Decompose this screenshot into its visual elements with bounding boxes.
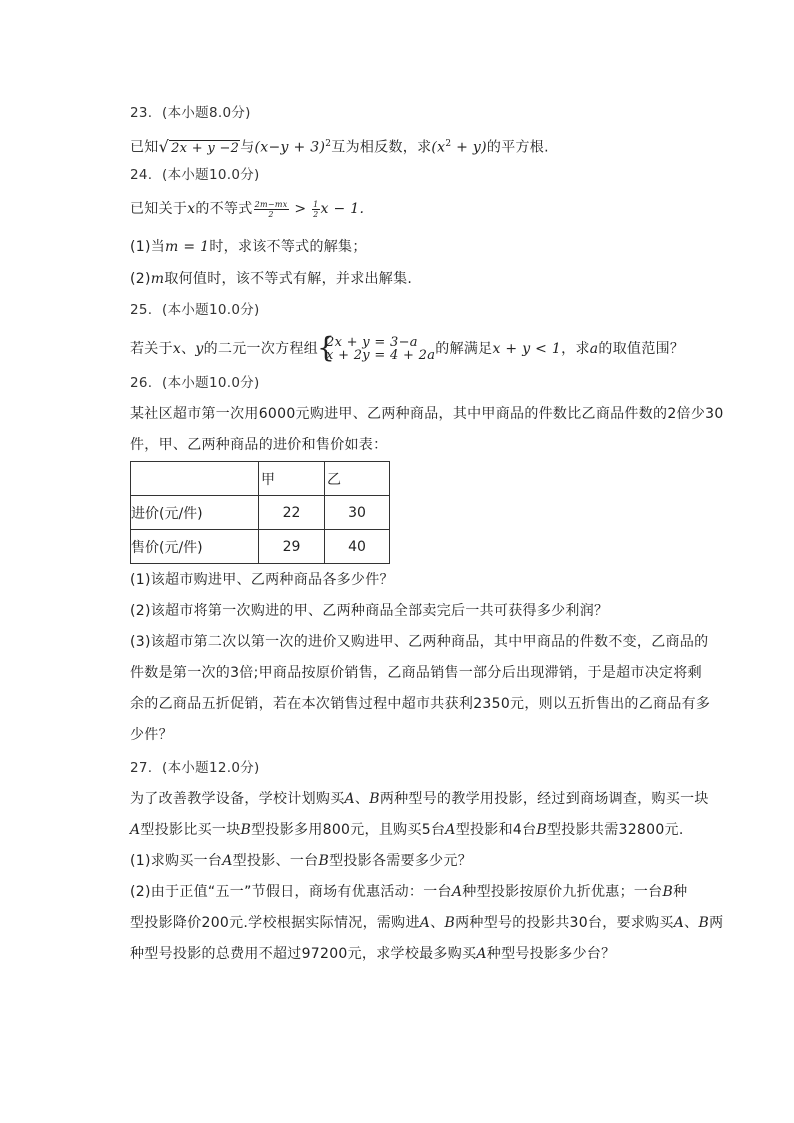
table-header-cell: 甲 (259, 462, 325, 496)
math-variable: A (130, 822, 141, 838)
text-segment: 的不等式 (195, 201, 253, 217)
question-27-text-line-2 (130, 820, 684, 840)
text-segment: 型投影降价200元.学校根据实际情况，需购进 (130, 915, 420, 931)
question-points: (本小题8.0分) (162, 105, 251, 121)
question-26-part-2: (2)该超市将第一次购进的甲、乙两种商品全部卖完后一共可获得多少利润？ (130, 603, 609, 619)
question-points: (本小题10.0分) (162, 302, 260, 318)
table-header-cell (131, 462, 259, 496)
math-variable: A (222, 853, 233, 869)
text-segment: 的取值范围？ (598, 341, 685, 357)
text-segment: 的解满足 (435, 341, 493, 357)
question-27-header (130, 758, 260, 778)
text-segment: 、 (354, 791, 370, 807)
table-header-row (131, 462, 390, 496)
math-expression: + y) (451, 139, 487, 156)
question-number: 26. (130, 375, 153, 391)
question-24-part-1 (130, 237, 367, 257)
question-26-part-3-line-3: 余的乙商品五折促销，若在本次销售过程中超市共获利2350元，则以五折售出的乙商品有多 (130, 696, 711, 712)
math-expression: m = 1 (165, 239, 210, 255)
text-segment: 时，求该不等式的解集； (209, 239, 367, 255)
table-cell: 22 (259, 496, 325, 530)
numerator: 1 (313, 199, 319, 209)
question-26-intro-line-1: 某社区超市第一次用6000元购进甲、乙两种商品，其中甲商品的件数比乙商品件数的2倍少30 (130, 406, 724, 422)
price-table (130, 461, 390, 564)
table-header-cell: 乙 (325, 462, 390, 496)
question-number: 27. (130, 760, 153, 776)
question-25-header (130, 300, 260, 320)
question-27-part-2-line-2 (130, 913, 723, 933)
text-segment: 已知关于 (130, 201, 188, 217)
denominator: 2 (268, 209, 274, 219)
row-label: 进价(元/件) (131, 496, 259, 530)
text-segment: 两种型号的教学用投影，经过到商场调查，购买一块 (379, 791, 709, 807)
math-variable: x (187, 201, 196, 217)
math-variable: A (451, 884, 463, 900)
question-23-header (130, 103, 251, 123)
question-23-text (130, 134, 549, 159)
text-segment: (1)求购买一台 (130, 853, 223, 869)
text-segment: 为了改善教学设备，学校计划购买 (130, 791, 345, 807)
text-segment: 互为相反数，求 (331, 139, 432, 156)
math-variable: x (172, 341, 182, 357)
text-segment: 、 (181, 341, 196, 357)
question-24-part-2 (130, 269, 412, 289)
question-27-part-2-line-1 (130, 882, 687, 902)
exponent: 2 (325, 139, 332, 149)
equation-2: x + 2y = 4 + 2a (326, 348, 436, 363)
text-segment: 、 (684, 915, 699, 931)
math-operator: > (289, 201, 312, 217)
text-segment: 与 (240, 139, 255, 156)
text-segment: 型投影、一台 (232, 853, 319, 869)
math-expression: (x (431, 139, 446, 156)
math-variable: B (698, 915, 710, 931)
table-row (131, 496, 390, 530)
row-label: 售价(元/件) (131, 530, 259, 564)
question-24-text (130, 199, 364, 219)
question-27-text-line-1 (130, 789, 709, 809)
math-variable: A (476, 946, 487, 962)
question-26-part-3-line-1: (3)该超市第二次以第一次的进价又购进甲、乙两种商品，其中甲商品的件数不变，乙商品的 (130, 634, 709, 650)
text-segment: 取何值时，该不等式有解，并求出解集. (164, 271, 413, 287)
math-expression: x + y < 1 (492, 341, 562, 357)
text-segment: 型投影比买一块 (140, 822, 241, 838)
question-points: (本小题10.0分) (162, 167, 260, 183)
math-variable: A (445, 822, 456, 838)
denominator: 2 (313, 209, 319, 219)
math-expression: x − 1. (320, 201, 365, 217)
text-segment: ，求 (561, 341, 590, 357)
exponent: 2 (445, 139, 452, 149)
math-variable: A (344, 791, 355, 807)
math-variable: B (444, 915, 456, 931)
text-segment: 的平方根. (486, 139, 549, 156)
math-variable: m (150, 271, 165, 287)
text-segment: 两 (709, 915, 724, 931)
question-points: (本小题10.0分) (162, 375, 260, 391)
text-segment: 种型号投影的总费用不超过97200元，求学校最多购买 (130, 946, 477, 962)
text-segment: 型投影和4台 (455, 822, 537, 838)
text-segment: 种 (673, 884, 688, 900)
table-cell: 40 (325, 530, 390, 564)
left-brace-icon: { (317, 331, 336, 364)
math-variable: B (662, 884, 674, 900)
text-segment: 两种型号的投影共30台，要求购买 (455, 915, 674, 931)
equation-1: 2x + y = 3−a (326, 335, 418, 350)
text-segment: 、 (430, 915, 445, 931)
math-variable: B (369, 791, 380, 807)
text-segment: 已知 (130, 139, 159, 156)
table-row (131, 530, 390, 564)
question-number: 25. (130, 302, 153, 318)
fraction (312, 200, 319, 219)
table-cell: 29 (259, 530, 325, 564)
question-25-text (130, 331, 685, 364)
question-24-header (130, 165, 260, 185)
square-root-expression: √ 2x + y −2 (158, 136, 240, 156)
text-segment: 的二元一次方程组 (203, 341, 319, 357)
question-points: (本小题12.0分) (162, 760, 260, 776)
question-number: 23. (130, 105, 153, 121)
question-26-part-3-line-2: 件数是第一次的3倍;甲商品按原价销售，乙商品销售一部分后出现滞销，于是超市决定将剩 (130, 665, 702, 681)
text-segment: 型投影多用800元，且购买5台 (251, 822, 446, 838)
question-26-intro-line-2: 件，甲、乙两种商品的进价和售价如表： (130, 437, 388, 453)
text-segment: 型投影各需要多少元？ (329, 853, 473, 869)
question-26-header (130, 373, 260, 393)
question-27-part-1 (130, 851, 472, 871)
text-segment: 种型号投影多少台？ (486, 946, 616, 962)
math-variable: y (195, 341, 204, 357)
math-variable: B (536, 822, 547, 838)
question-26-part-3-line-4: 少件？ (130, 727, 173, 743)
text-segment: (2) (130, 271, 151, 287)
math-variable: B (240, 822, 252, 838)
question-27-part-2-line-3 (130, 944, 615, 964)
text-segment: (1)当 (130, 239, 166, 255)
text-segment: (2)由于正值“五一”节假日，商场有优惠活动：一台 (130, 884, 452, 900)
text-segment: 型投影共需32800元. (547, 822, 684, 838)
radicand: 2x + y −2 (171, 140, 240, 156)
table-cell: 30 (325, 496, 390, 530)
text-segment: 若关于 (130, 341, 173, 357)
text-segment: 种型投影按原价九折优惠；一台 (462, 884, 663, 900)
math-variable: B (318, 853, 330, 869)
math-variable: A (673, 915, 685, 931)
math-expression: (x−y + 3) (254, 139, 326, 156)
numerator: 2m−mx (254, 199, 288, 209)
math-variable: a (589, 341, 599, 357)
math-variable: A (419, 915, 431, 931)
question-26-part-1: (1)该超市购进甲、乙两种商品各多少件？ (130, 572, 394, 588)
equation-system (317, 331, 436, 364)
question-number: 24. (130, 167, 153, 183)
fraction (254, 200, 289, 219)
